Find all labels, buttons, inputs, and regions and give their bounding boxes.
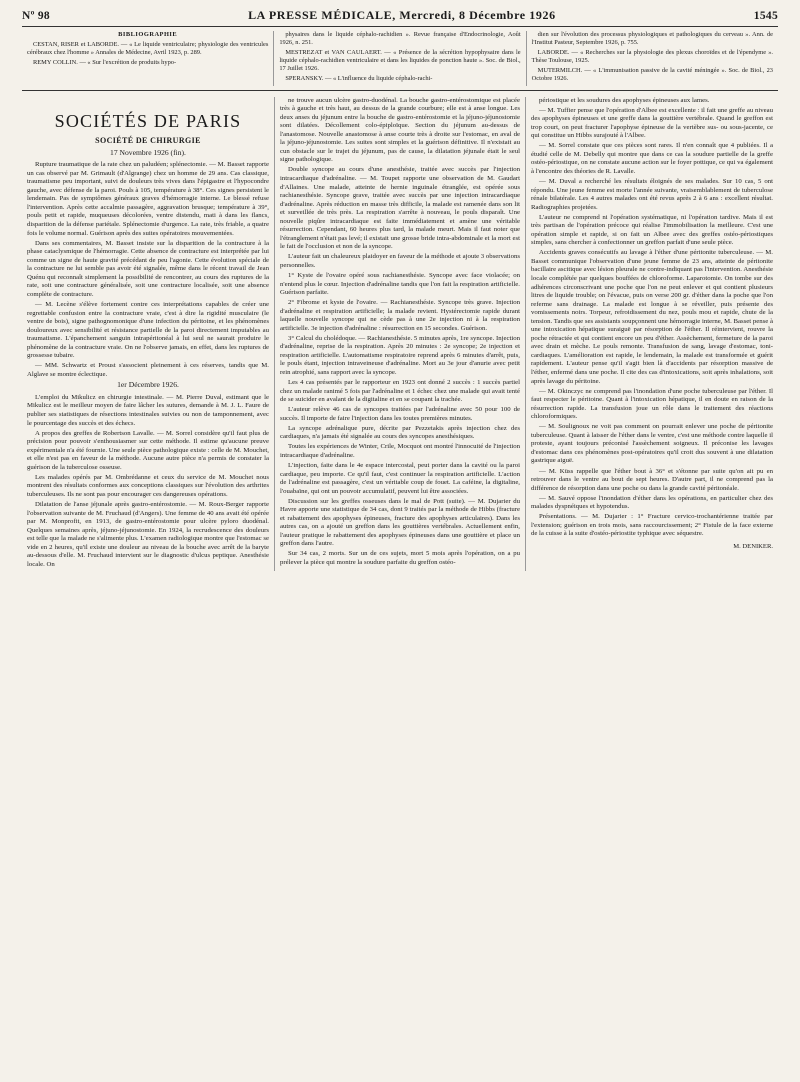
column-middle-block-3 [280, 498, 520, 568]
newspaper-title: LA PRESSE MÉDICALE, Mercredi, 8 Décembre 1926 [248, 8, 556, 22]
paragraph: L'injection, faite dans le 4e espace intercostal, peut porter dans la cavité ou la paroi cardiaque, peu importe. Ce qu'il faut, c'est continuer la respiration artificielle. L'action de l'adrénaline est passagère, c'est un véritable coup de fouet. La caféine, la digitaline, l'ouabaïne, qui ont un pouvoir accumulatif, peuvent lui être associées. [280, 461, 520, 495]
section-title: SOCIÉTÉS DE PARIS [54, 110, 242, 131]
paragraph: ne trouve aucun ulcère gastro-duodénal. La bouche gastro-entérostomique est placée très à gauche et très haut, au dessus de la grande courbure; elle est à anse longue. Les deux anses du jéjunum entre la bouche de gastro-entérostomie et la jéjuno-jéjunostomie sont dilatées. Décollement colo-épiploïque. Section du jéjunum au-dessus de l'anastomose. Nouvelle anastomose à anse courte très à droite sur l'estomac, en aval de la jéjuno-jéjunostomie. Les suites sont simples et la guérison définitive. Il n'existait au cun obstacle sur le trajet du jéjunum, pas de cause, la dilatation jéjunale était le seul signe pathologique. [280, 96, 520, 164]
column-middle-block-2 [280, 166, 520, 496]
paragraph: REMY COLLIN. — « Sur l'excrétion de produits hypo- [33, 59, 177, 67]
paragraph: L'auteur ne comprend ni l'opération systématique, ni l'opération tardive. Mais il est très partisan de l'opération précoce qui réalise l'immobilisation la meilleure. C'est une opération simple et rapide, si on fait un Albee avec des greffes ostéo-périostiques simples, sans chercher à confectionner un greffon parfait d'une seule pièce. [531, 213, 773, 247]
column-left [22, 97, 274, 571]
paragraph: — M. Tuffier pense que l'opération d'Albee est excellente : il fait une greffe au niveau des apophyses épineuses et une greffe dans la gouttière vertébrale. Quand le greffon est trop court, on peut fracturer l'apophyse épineuse de la vertèbre sus- ou sous-jacente, ce qui constitue un Hibbs surajouté à l'Albee. [531, 106, 773, 140]
presentations-paragraph: Présentations. — M. Dujarier : 1° Fracture cervico-trochantérienne traitée par l'extension; guérison en trois mois, sans raccourcissement; 2° Fistule de la face externe de la cuisse à la suite d'ostéo-périostite typhique avec séquestre. [531, 513, 773, 538]
paragraph: dien sur l'évolution des processus physiologiques et pathologiques du cerveau ». Ann. de l'Institut Pasteur, Septembre 1926, p. 755. [531, 31, 773, 47]
paragraph: périostique et les soudures des apophyses épineuses aux lames. [539, 96, 710, 104]
paragraph: — M. Sauvé oppose l'inondation d'éther dans les opérations, en particulier chez des malades dyspnéiques et hypotendus. [531, 494, 773, 511]
paragraph: — MM. Schwartz et Proust s'associent pleinement à ces réserves, tandis que M. Alglave se montre éclectique. [27, 362, 269, 378]
paragraph: — M. Küss rappelle que l'éther bout à 36° et s'étonne par suite qu'on ait pu en retrouver dans le ventre au bout de sept heures. D'autre part, il ne comprend pas la différence de résorption dans une poche ou dans la grande cavité péritonéale. [531, 467, 773, 492]
paragraph: Sur 34 cas, 2 morts. Sur un de ces sujets, mort 5 mois après l'opération, on a pu prélever la pièce qui montre la soudure parfaite du greffon ostéo- [280, 550, 520, 566]
paragraph: Les malades opérés par M. Ombrédanne et ceux du service de M. Mouchet nous montrent des résultats conformes aux conceptions classiques sur l'évolution des arthrites tuberculeuses. Ils ne sont pas pour encourager ces dangereuses opérations. [27, 473, 269, 498]
newspaper-page [22, 8, 778, 571]
bibliography-column-3 [527, 31, 778, 86]
bibliography-column-1 [22, 31, 274, 86]
author-signature: M. DENIKER. [733, 542, 773, 550]
paragraph: Discussion sur les greffes osseuses dans le mal de Pott (suite). — M. Dujarier du Havre apporte une statistique de 34 cas, dont 9 traités par la méthode de Hibbs (fracture et rabattement des apophyses épineuses, fracture des apophyses articulaires). Dans les autres cas, on a ajouté un greffon dans les gouttières vertébrales. Actuellement enfin, l'auteur pratique le rabattement des apophyses épineuses dans une gouttière et place un greffon dans l'autre. [280, 497, 520, 548]
bibliography-column-2 [274, 31, 526, 86]
paragraph: — M. Okinczyc ne comprend pas l'inondation d'une poche tuberculeuse par l'éther. Il faut respecter le péritoine. Quant à l'intoxication hépatique, il en doute en raison de la résurrection rapide. La transfusion joue un rôle dans le traitement des réactions chloroformiques. [531, 387, 773, 421]
paragraph: Dilatation de l'anse jéjunale après gastro-entérostomie. — M. Roux-Berger rapporte l'observation suivante de M. Fruchaud (d'Angers). Une femme de 40 ans avait été opérée par M. Monprofit, en 1913, de gastro-entérostomie pour ulcère pylorо duodénal. Quelques semaines après, jéjuno-jéjunostomie. En 1924, la recrudescence des douleurs est telle que la malade ne s'alimente plus. L'examen radiologique montre que l'estomac se vide en 2 heures, qu'il existe une douleur au niveau de la bouche avec arrêt de la baryte au-dessous d'elle. M. Fruchaud intervient sur le diagnostic d'ulcus peptique. Anesthésie locale. On [27, 500, 269, 568]
paragraph: La syncope adrénalique pure, décrite par Pezzetakis après injection chez des cardiaques, n'a jamais été signalée au cours des syncopes anesthésiques. [280, 424, 520, 441]
paragraph: Toutes les expériences de Winter, Crile, Mocquot ont montré l'innocuité de l'injection intracardiaque d'adrénaline. [280, 443, 520, 459]
page-header [22, 8, 778, 27]
paragraph: L'auteur relève 46 cas de syncopes traitées par l'adrénaline avec 50 pour 100 de succès. Il importe de faire l'injection dans les toutes premières minutes. [280, 406, 520, 422]
article-columns [22, 97, 778, 571]
paragraph: CESTAN, RISER et LABORDE. — « Le liquide ventriculaire; physiologie des ventricules cérébraux chez l'homme » Annales de Médecine, Avril 1923, p. 289. [27, 41, 269, 57]
paragraph: physaires dans le liquide céphalo-rachidien ». Revue française d'Endocrinologie, Août 1926, n. 251. [279, 31, 521, 47]
paragraph: A propos des greffes de Robertson Lavalle. — M. Sorrel considère qu'il faut plus de précision pour pouvoir s'enthousiasmer sur cette méthode. Il estime qu'aucune preuve expérimentale n'a été fournie. Une seule pièce pathologique existe : celle de M. Mouchet, et elle n'est pas en faveur de la méthode. Aucune autre pièce n'a permis de constater la guérison de la tuberculose osseuse. [27, 429, 269, 471]
paragraph: Rupture traumatique de la rate chez un paludéen; splénectomie. — M. Basset rapporte un cas observé par M. Grimault (d'Algrange) chez un homme de 29 ans. Cas classique, traumatisme peu important, suivi de douleurs très vives dans l'épigastre et l'hypocondre gauche, avec défense de la paroi. Pouls à 105, température à 38°. Ces signes persistent le lendemain. Pas de symptômes généraux graves d'hémorragie interne. Le blessé refuse l'intervention. Après cette accalmie passagère, aggravation brusque; température à 39°, pouls petit et rapide, muqueuses décolorées, ventre distendu, mati à dans les flancs, disparition de la défense pariétale. Splénectomie d'urgence. La rate, très friable, a quatre fois le volume normal. Guérison après des suites opératoires mouvementées. [27, 161, 269, 237]
column-left-block-2 [27, 394, 269, 569]
paragraph: — M. Soulignoux ne voit pas comment on pourrait enlever une poche de péritonite tuberculeuse. Quant à laisser de l'éther dans le ventre, c'est une méthode contre laquelle il proteste, ayant toujours préconisé l'assèchement soigneux. Il préconise les lavages d'estomac dans ces phénomènes post-opératoires qu'il croit dus souvent à une dilatation gastrique aiguë. [531, 423, 773, 465]
paragraph: L'auteur fait un chaleureux plaidoyer en faveur de la méthode et ajoute 3 observations personnelles. [280, 253, 520, 269]
paragraph: — M. Sorrel constate que ces pièces sont rares. Il n'en connaît que 4 publiées. Il a étudié celle de M. Debelly qui montre que dans ce cas la soudure partielle de la greffe ostéo-périostique, on ne constate aucune action sur le foyer pottique, ce qui va également à l'encontre des théories de R. Lavalle. [531, 142, 773, 175]
society-title: SOCIÉTÉ DE CHIRURGIE [95, 136, 201, 146]
column-right [526, 97, 778, 571]
session-date: 1er Décembre 1926. [117, 380, 179, 390]
column-right-block-1 [531, 97, 773, 248]
issue-number: Nº 98 [22, 10, 50, 22]
paragraph: Dans ses commentaires, M. Basset insiste sur la disparition de la contracture à la phase cataclysmique de l'hémorragie. Cette absence de contracture est interprétée par lui comme un signe de haute gravité précédant de peu l'agonie. Cette évolution spéciale de la contracture ne lui semble pas avoir été signalée, même dans le récent travail de Jean Quénu qui reconnaît simplement la possibilité de rencontrer, au cours des ruptures de la rate, soit une contracture généralisée, soit une contracture localisée, soit une absence complète de contracture. [27, 239, 269, 298]
paragraph: 1° Kyste de l'ovaire opéré sous rachianesthésie. Syncope avec face violacée; on n'entend plus le cœur. Injection d'adrénaline tandis que l'on fait la respiration artificielle. Guérison parfaite. [280, 272, 520, 297]
paragraph: — M. Duval a recherché les résultats éloignés de ses malades. Sur 10 cas, 5 ont répondu. Une jeune femme est morte l'année suivante, vraisemblablement de tuberculose rénale bilatérale. Les 4 autres malades ont été revus après 2 à 6 ans : excellent résultat. Radiographies projetées. [531, 177, 773, 211]
column-right-block-2 [531, 249, 773, 511]
column-middle-block-1 [280, 97, 520, 165]
paragraph: 2° Fibrome et kyste de l'ovaire. — Rachianesthésie. Syncope très grave. Injection d'adrénaline et respiration artificielle; la malade revient. Hystérectomie rapide durant laquelle nouvelle syncope qui ne cède pas à une 2e injection ni à la respiration artificielle. 3e injection d'adrénaline : résurrection en 15 secondes. Guérison. [280, 299, 520, 332]
page-number: 1545 [753, 10, 778, 22]
paragraph: Double syncope au cours d'une anesthésie, traitée avec succès par l'injection intracardiaque d'adrénaline. — M. Toupet rapporte une observation de M. Gaudart d'Allaines. Une malade, atteinte de hernie inguinale étranglée, est opérée sous rachianesthésie. Syncope grave, traitée avec succès par une injection intracardiaque d'adrénaline. Après réduction en masse très difficile, la malade est ramenée dans son lit et surveillée de très près. La respiration s'arrête à nouveau, le pouls disparaît. Une nouvelle piqûre intracardiaque est faite immédiatement et amène une véritable résurrection. Cependant, 60 heures plus tard, la malade meurt. Mais il faut noter que l'étranglement n'était pas levé; il existait une grosse bride intra-abdominale et la mort est le fait de l'occlusion et non de la syncope. [280, 166, 520, 251]
paragraph: Les 4 cas présentés par le rapporteur en 1923 ont donné 2 succès : 1 succès partiel chez un malade ranimé 5 fois par l'adrénaline et 1 échec chez une malade qui avait tenté de se suicider en avalant de la digitaline et en se coupant la trachée. [280, 379, 520, 404]
paragraph: MUTERMILCH. — « L'immunisation passive de la cavité méningée ». Soc. de Biol., 23 Octobre 1926. [531, 67, 773, 83]
paragraph: L'emploi du Mikulicz en chirurgie intestinale. — M. Pierre Duval, estimant que le Mikulicz est le meilleur moyen de faire lâcher les sutures, demande à M. J. L. Faure de publier ses statistiques de résections intestinales suivies ou non de tamponnement, avec le pourcentage des succès et des échecs. [27, 393, 269, 427]
paragraph: MESTREZAT et VAN CAULAERT. — « Présence de la sécrétion hypophysaire dans le liquide céphalo-rachidien ventriculaire et dans les liquides de ponction haute ». Soc. de Biol., 17 Juillet 1926. [279, 49, 521, 73]
paragraph: SPERANSKY. — « L'influence du liquide céphalo-rachi- [285, 75, 433, 83]
paragraph: Accidents graves consécutifs au lavage à l'éther d'une péritonite tuberculeuse. — M. Basset communique l'observation d'une jeune femme de 23 ans, atteinte de péritonite bacillaire ascitique avec lésion pleurale ne contre-indiquant pas l'intervention. Anesthésie locale complétée par quelques bouffées de chloroforme. Laparotomie. On tombe sur des adhérences circonscrivant une poche que l'on ne peut enlever et qui contient plusieurs litres de liquide trouble; on l'évacue, puis on verse 200 gr. d'éther dans la poche que l'on referme sans drainage. La malade est longue à se réveiller, puis présente des vomissements noirs. Torpeur, refroidissement du nez, pouls mou et rapide, chute de la tension. Tandis que ses assistants soupçonnent une hémorragie interne, M. Basset pense à une intoxication hépatique suraiguë par résorption de l'éther. Il réintervient, rouvre la poche rétractée et qui contient encore un peu d'éther. Assèchement, fermeture de la paroi avec drain et mèche. Le pouls remonte. Transfusion de sang, lavage d'estomac, toni-cardiaques. L'amélioration est rapide, le lendemain, la malade est transformée et guérit rapidement. L'auteur pense qu'il s'agit bien là d'accidents par résorption massive de l'éther, enfermé dans une poche. Il cite des cas d'intoxications, soit après inhalations, soit après lavage du péritoine. [531, 249, 773, 385]
bibliography-heading: BIBLIOGRAPHIE [118, 31, 178, 38]
paragraph: LABORDE. — « Recherches sur la physiologie des plexus choroïdes et de l'épendyme ». Thèse Toulouse, 1925. [531, 49, 773, 65]
column-left-block-1 [27, 161, 269, 379]
session-date: 17 Novembre 1926 (fin). [110, 147, 186, 157]
column-middle [274, 97, 526, 571]
paragraph: 3° Calcul du cholédoque. — Rachianesthésie. 5 minutes après, 1re syncope. Injection d'adrénaline, reprise de la respiration. Après 20 minutes : 2e syncope; 2e injection et respiration artificielle. L'automatisme respiratoire reprend après 6 minutes d'arrêt, puis, le pouls étant, injection intraveineuse d'adrénaline. Mort au 3e jour d'anurie avec petit rein atrophié, sans rapport avec la syncope. [280, 334, 520, 377]
paragraph: — M. Lecène s'élève fortement contre ces interprétations capables de créer une regrettable confusion entre la contracture vraie, c'est à dire la rigidité musculaire (le ventre de bois), signe pathognomonique d'une infection du péritoine, et les phénomènes douloureux avec sensibilité et résistance partielle de la paroi directement imputables au traumatisme. L'épanchement sanguin intrapéritonéal à lui seul ne saurait produire le phénomène de la contracture vraie. On ne l'observe jamais, en effet, dans les ruptures de grossesse tubaire. [27, 300, 269, 360]
bibliography-section [22, 31, 778, 91]
